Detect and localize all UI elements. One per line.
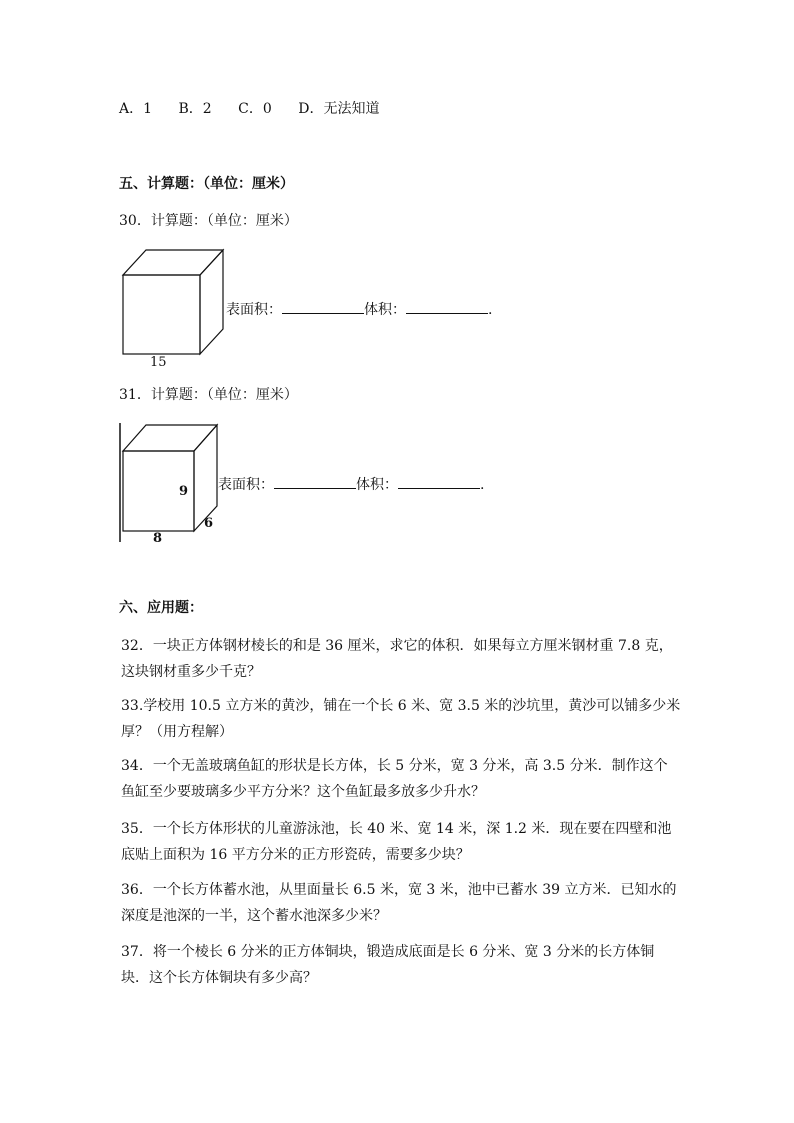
answer-options [119, 99, 379, 119]
q31-label: 31．计算题：（单位：厘米） [119, 387, 298, 403]
question-33: 33.学校用 10.5 立方米的黄沙，铺在一个长 6 米、宽 3.5 米的沙坑里，黄沙可以铺多少米厚？（用方程解） [121, 698, 681, 740]
cuboid-depth-label: 6 [204, 516, 214, 531]
q30-surface-blank[interactable] [282, 299, 364, 314]
question-32: 32．一块正方体钢材棱长的和是 36 厘米，求它的体积．如果每立方厘米钢材重 7.8 克，这块钢材重多少千克？ [121, 638, 673, 680]
q30-volume-label: 体积： [364, 302, 406, 318]
q30-label: 30．计算题：（单位：厘米） [119, 213, 298, 229]
question-37: 37．将一个棱长 6 分米的正方体铜块，锻造成底面是长 6 分米、宽 3 分米的长方体铜块．这个长方体铜块有多少高？ [121, 944, 655, 986]
q30-answer-line [226, 299, 492, 320]
question-36: 36．一个长方体蓄水池，从里面量长 6.5 米，宽 3 米，池中已蓄水 39 立方米．已知水的深度是池深的一半，这个蓄水池深多少米？ [121, 882, 677, 924]
q31-surface-blank[interactable] [274, 474, 356, 489]
question-35: 35．一个长方体形状的儿童游泳池，长 40 米、宽 14 米，深 1.2 米．现在要在四壁和池底贴上面积为 16 平方分米的正方形瓷砖，需要多少块？ [121, 821, 672, 863]
option-a: A．1 [119, 101, 153, 117]
option-b: B．2 [178, 101, 212, 117]
cuboid-length-label: 8 [153, 531, 163, 546]
cuboid-figure [116, 420, 222, 546]
option-d: D．无法知道 [298, 101, 380, 117]
cube-edge-label: 15 [150, 355, 167, 369]
cube-figure [116, 243, 228, 369]
q31-surface-label: 表面积： [218, 477, 274, 493]
q30-surface-label: 表面积： [226, 302, 282, 318]
section5-title: 五、计算题：（单位：厘米） [119, 176, 294, 192]
q30-volume-blank[interactable] [406, 299, 488, 314]
option-c: C．0 [238, 101, 272, 117]
q31-end: . [480, 477, 485, 493]
q30-end: . [488, 302, 493, 318]
q31-volume-blank[interactable] [398, 474, 480, 489]
q31-answer-line [218, 474, 484, 495]
question-34: 34．一个无盖玻璃鱼缸的形状是长方体，长 5 分米，宽 3 分米，高 3.5 分米．制作这个鱼缸至少要玻璃多少平方分米？这个鱼缸最多放多少升水？ [121, 758, 668, 800]
cuboid-height-label: 9 [179, 484, 189, 499]
section6-title: 六、应用题： [119, 600, 203, 616]
q31-volume-label: 体积： [356, 477, 398, 493]
